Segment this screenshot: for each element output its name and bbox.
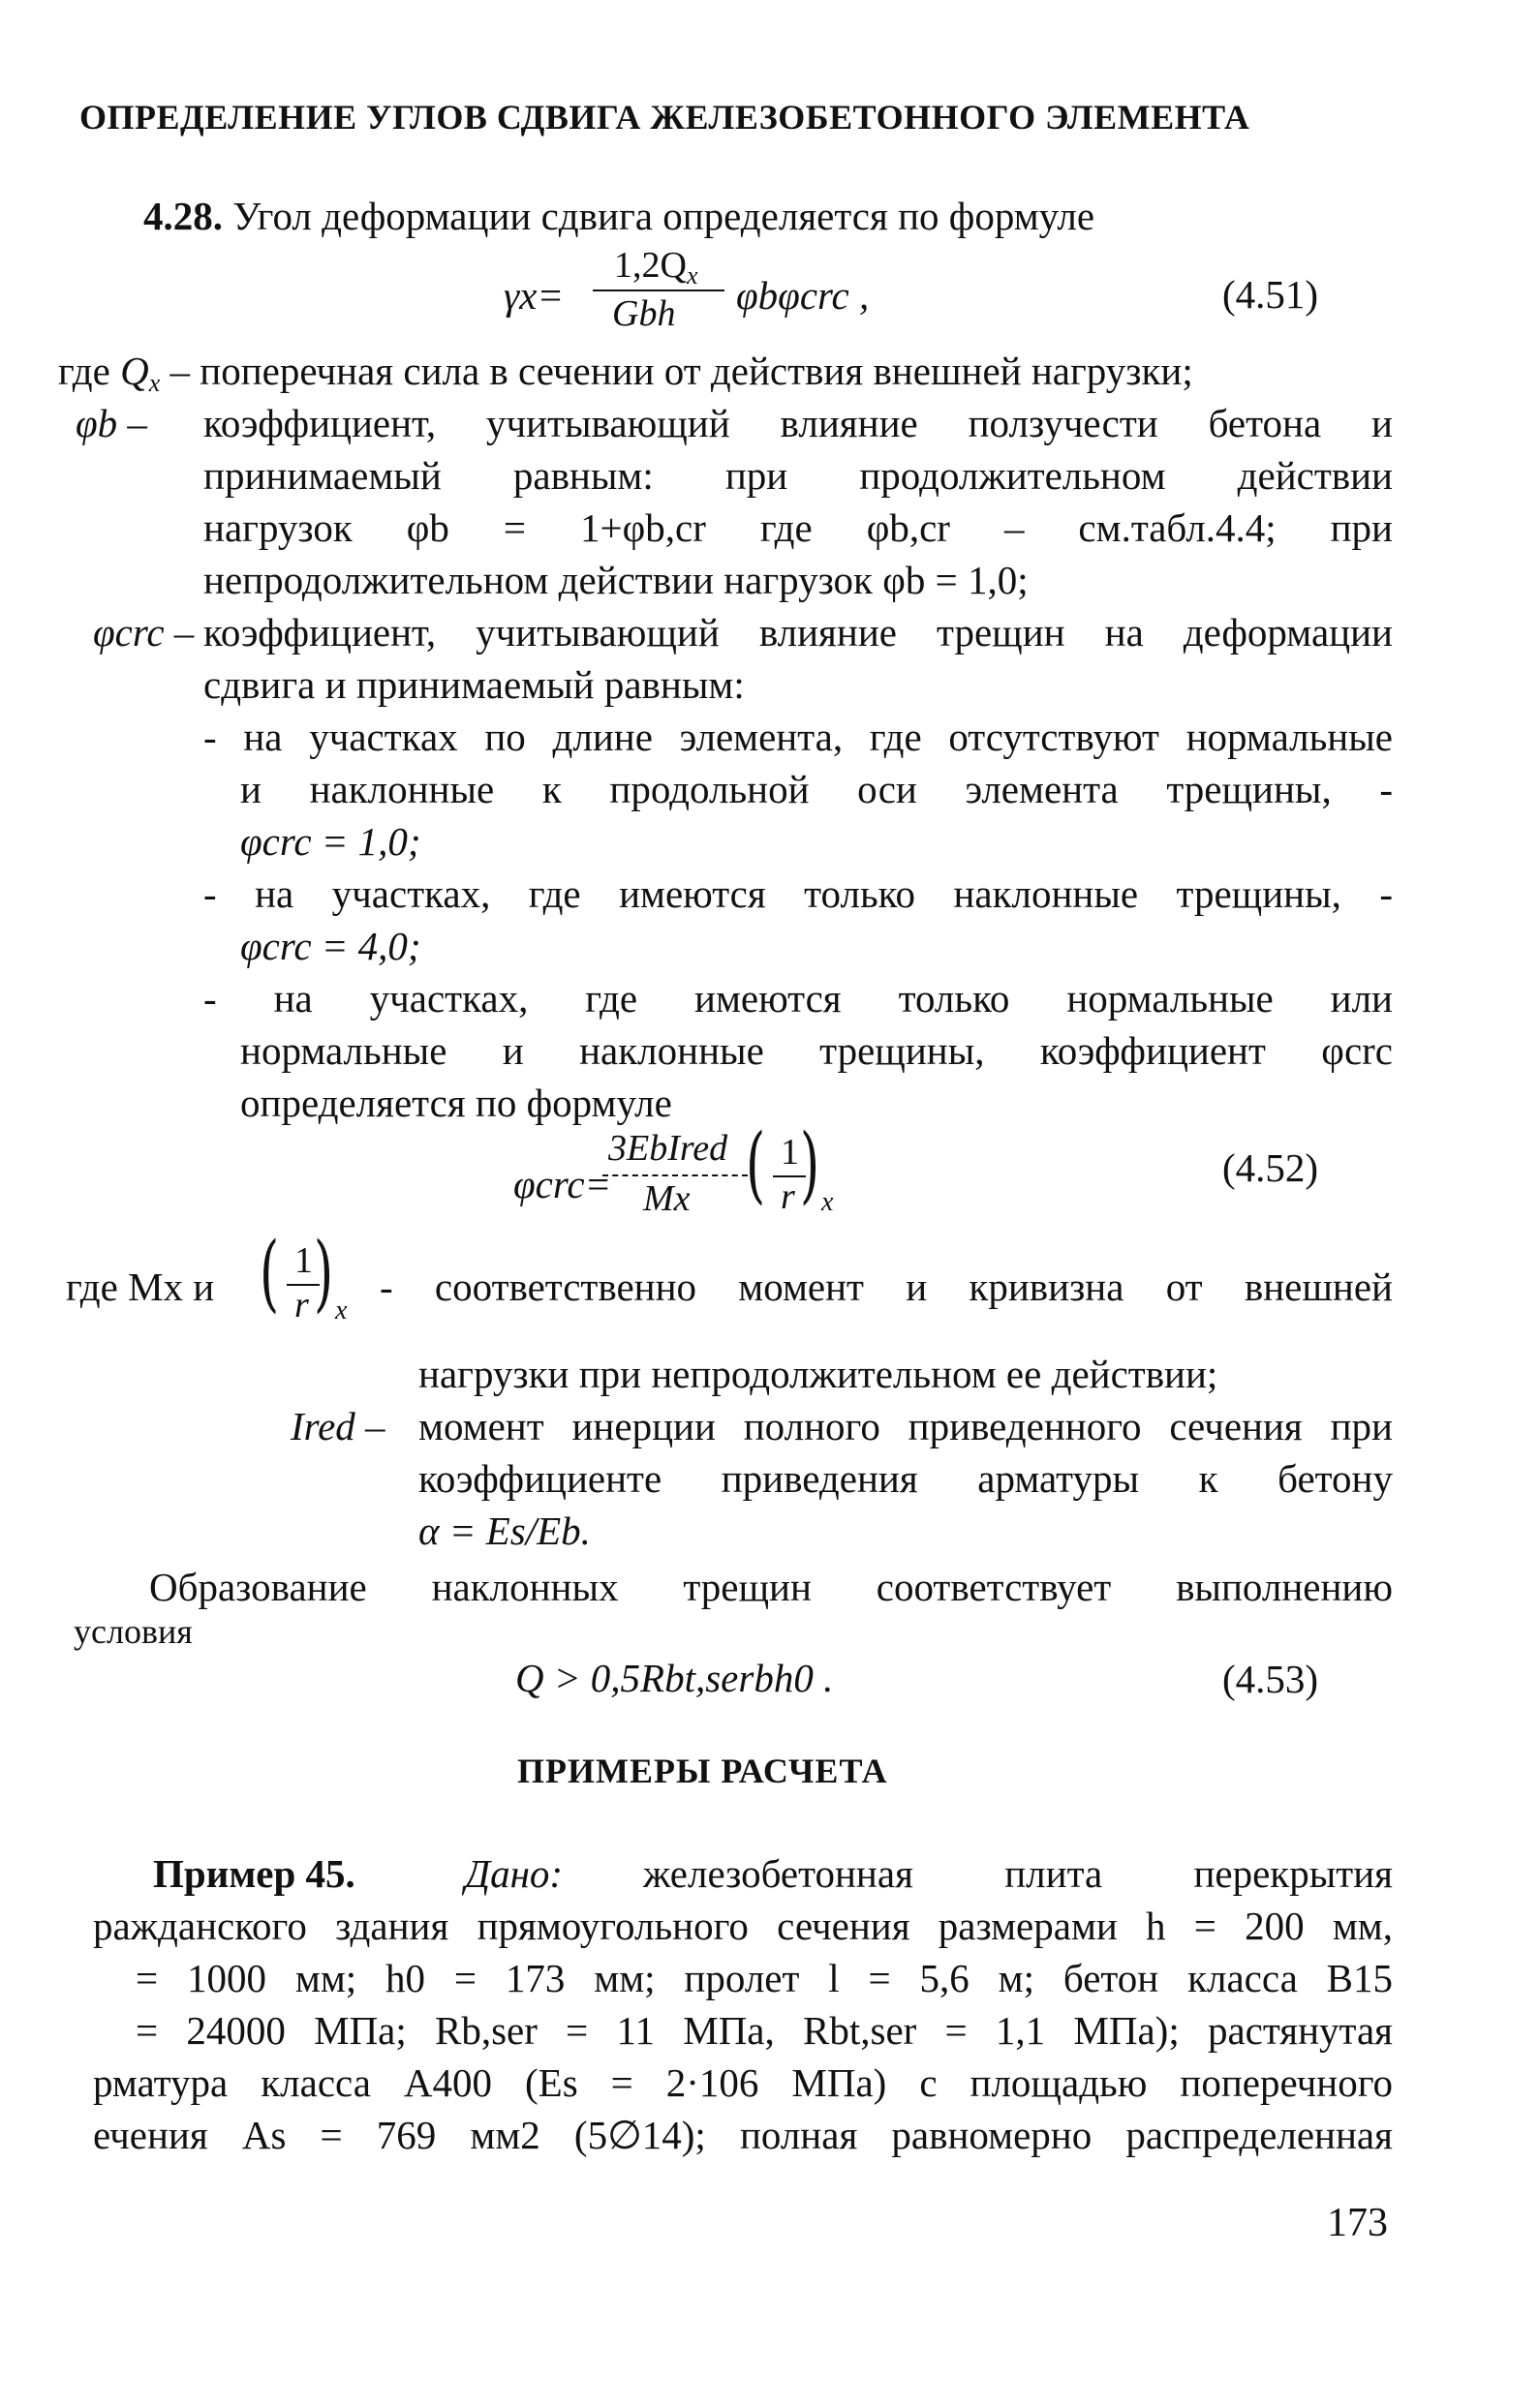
- eq452-inner-numerator: 1: [781, 1132, 799, 1173]
- eq451-denominator: Gbh: [612, 293, 676, 334]
- phi-b-symbol: φb –: [76, 401, 147, 445]
- eq452-fraction: [602, 1127, 748, 1220]
- page-number: 173: [1327, 2201, 1388, 2245]
- phi-b-line3: нагрузок φb = 1+φb,cr где φb,cr – см.табл.4.4; при: [203, 505, 1393, 550]
- where-mx-subscript: x: [335, 1295, 348, 1326]
- eq452-numerator: 3EbIred: [608, 1128, 728, 1169]
- example-line2: ражданского здания прямоугольного сечения размерами h = 200 мм,: [93, 1904, 1393, 1948]
- bullet-3-line3: определяется по формуле: [240, 1081, 672, 1125]
- where-mx-left-paren: (: [260, 1225, 280, 1322]
- clause-text: Угол деформации сдвига определяется по формуле: [232, 194, 1095, 238]
- bullet-1-line2: и наклонные к продольной оси элемента трещины, -: [240, 767, 1393, 811]
- example-line5: рматура класса А400 (Es = 2·106 МПа) с площадью поперечного: [93, 2060, 1393, 2105]
- example-given: Дано:: [465, 1851, 564, 1896]
- eq452-denominator: Mx: [643, 1178, 691, 1219]
- eq451-rhs: φbφcrc ,: [736, 273, 870, 318]
- where-mx-text2: - соответственно момент и кривизна от внешней: [380, 1265, 1393, 1309]
- example-line4: = 24000 МПа; Rb,ser = 11 МПа, Rbt,ser = 1,1 МПа); растянутая: [136, 2008, 1393, 2053]
- clause-number: 4.28.: [143, 194, 223, 238]
- eq452-right-paren: ): [800, 1116, 820, 1213]
- ired-line3: α = Es/Eb.: [418, 1509, 591, 1553]
- bullet-3-line1: - на участках, где имеются только нормальные или: [203, 976, 1393, 1021]
- eq451-fraction: [593, 244, 724, 334]
- clause-4-28: [143, 190, 1094, 242]
- ired-symbol: Ired –: [291, 1404, 385, 1448]
- bullet-1-line1: - на участках по длине элемента, где отсутствуют нормальные: [203, 715, 1393, 759]
- chapter-heading: ОПРЕДЕЛЕНИЕ УГЛОВ СДВИГА ЖЕЛЕЗОБЕТОННОГО ЭЛЕМЕНТА: [79, 98, 1250, 137]
- example-label: [153, 1847, 355, 1900]
- example-line1: железобетонная плита перекрытия: [643, 1851, 1393, 1896]
- formation-line1: Образование наклонных трещин соответствует выполнению: [149, 1565, 1393, 1609]
- bullet-1-line3: φcrc = 1,0;: [240, 819, 421, 864]
- eq452-number: (4.52): [1222, 1145, 1319, 1190]
- where-qx: где $Q_x$ – поперечная сила в сечении от действия внешней нагрузки;: [58, 349, 1193, 397]
- bullet-2-line2: φcrc = 4,0;: [240, 924, 421, 968]
- example-number: Пример 45.: [153, 1851, 355, 1896]
- example-line3: = 1000 мм; h0 = 173 мм; пролет l = 5,6 м; бетон класса В15: [136, 1956, 1393, 2000]
- eq451-fraction-bar: [593, 290, 724, 291]
- eq451-numerator: $1,2Q_x$: [614, 245, 698, 290]
- eq452-fraction-bar: [602, 1174, 748, 1176]
- where-mx-numerator: 1: [294, 1240, 313, 1281]
- eq451-number: (4.51): [1222, 272, 1319, 317]
- where-mx-denominator: r: [294, 1285, 309, 1326]
- eq452-inner-denominator: r: [781, 1176, 795, 1217]
- phi-b-line4: непродолжительном действии нагрузок φb = 1,0;: [203, 558, 1029, 602]
- phi-crc-symbol: φcrc –: [93, 610, 195, 655]
- phi-b-line2: принимаемый равным: при продолжительном действии: [203, 453, 1393, 498]
- formation-line2: условия: [74, 1612, 193, 1651]
- bullet-3-line2: нормальные и наклонные трещины, коэффициент φcrc: [240, 1028, 1393, 1073]
- phi-crc-line2: сдвига и принимаемый равным:: [203, 662, 745, 707]
- eq451-lhs: γx=: [504, 273, 565, 318]
- example-line6: ечения As = 769 мм2 (5∅14); полная равномерно распределенная: [93, 2113, 1393, 2157]
- where-mx-right-paren: ): [314, 1225, 334, 1322]
- phi-b-line1: коэффициент, учитывающий влияние ползучести бетона и: [203, 401, 1393, 445]
- where-mx-text1: где Mx и: [66, 1265, 215, 1309]
- eq453-number: (4.53): [1222, 1657, 1319, 1701]
- ired-line1: момент инерции полного приведенного сечения при: [418, 1404, 1393, 1448]
- ired-line2: коэффициенте приведения арматуры к бетону: [418, 1456, 1393, 1501]
- eq452-subscript: x: [821, 1187, 834, 1217]
- where-mx-line2: нагрузки при непродолжительном ее действии;: [418, 1352, 1218, 1396]
- bullet-2-line1: - на участках, где имеются только наклонные трещины, -: [203, 871, 1393, 916]
- phi-crc-line1: коэффициент, учитывающий влияние трещин на деформации: [203, 610, 1393, 655]
- section-title: ПРИМЕРЫ РАСЧЕТА: [517, 1752, 888, 1790]
- eq452-lhs: φcrc=: [513, 1162, 612, 1206]
- eq452-left-paren: (: [746, 1116, 766, 1213]
- eq453-formula: Q > 0,5Rbt,serbh0 .: [515, 1656, 834, 1700]
